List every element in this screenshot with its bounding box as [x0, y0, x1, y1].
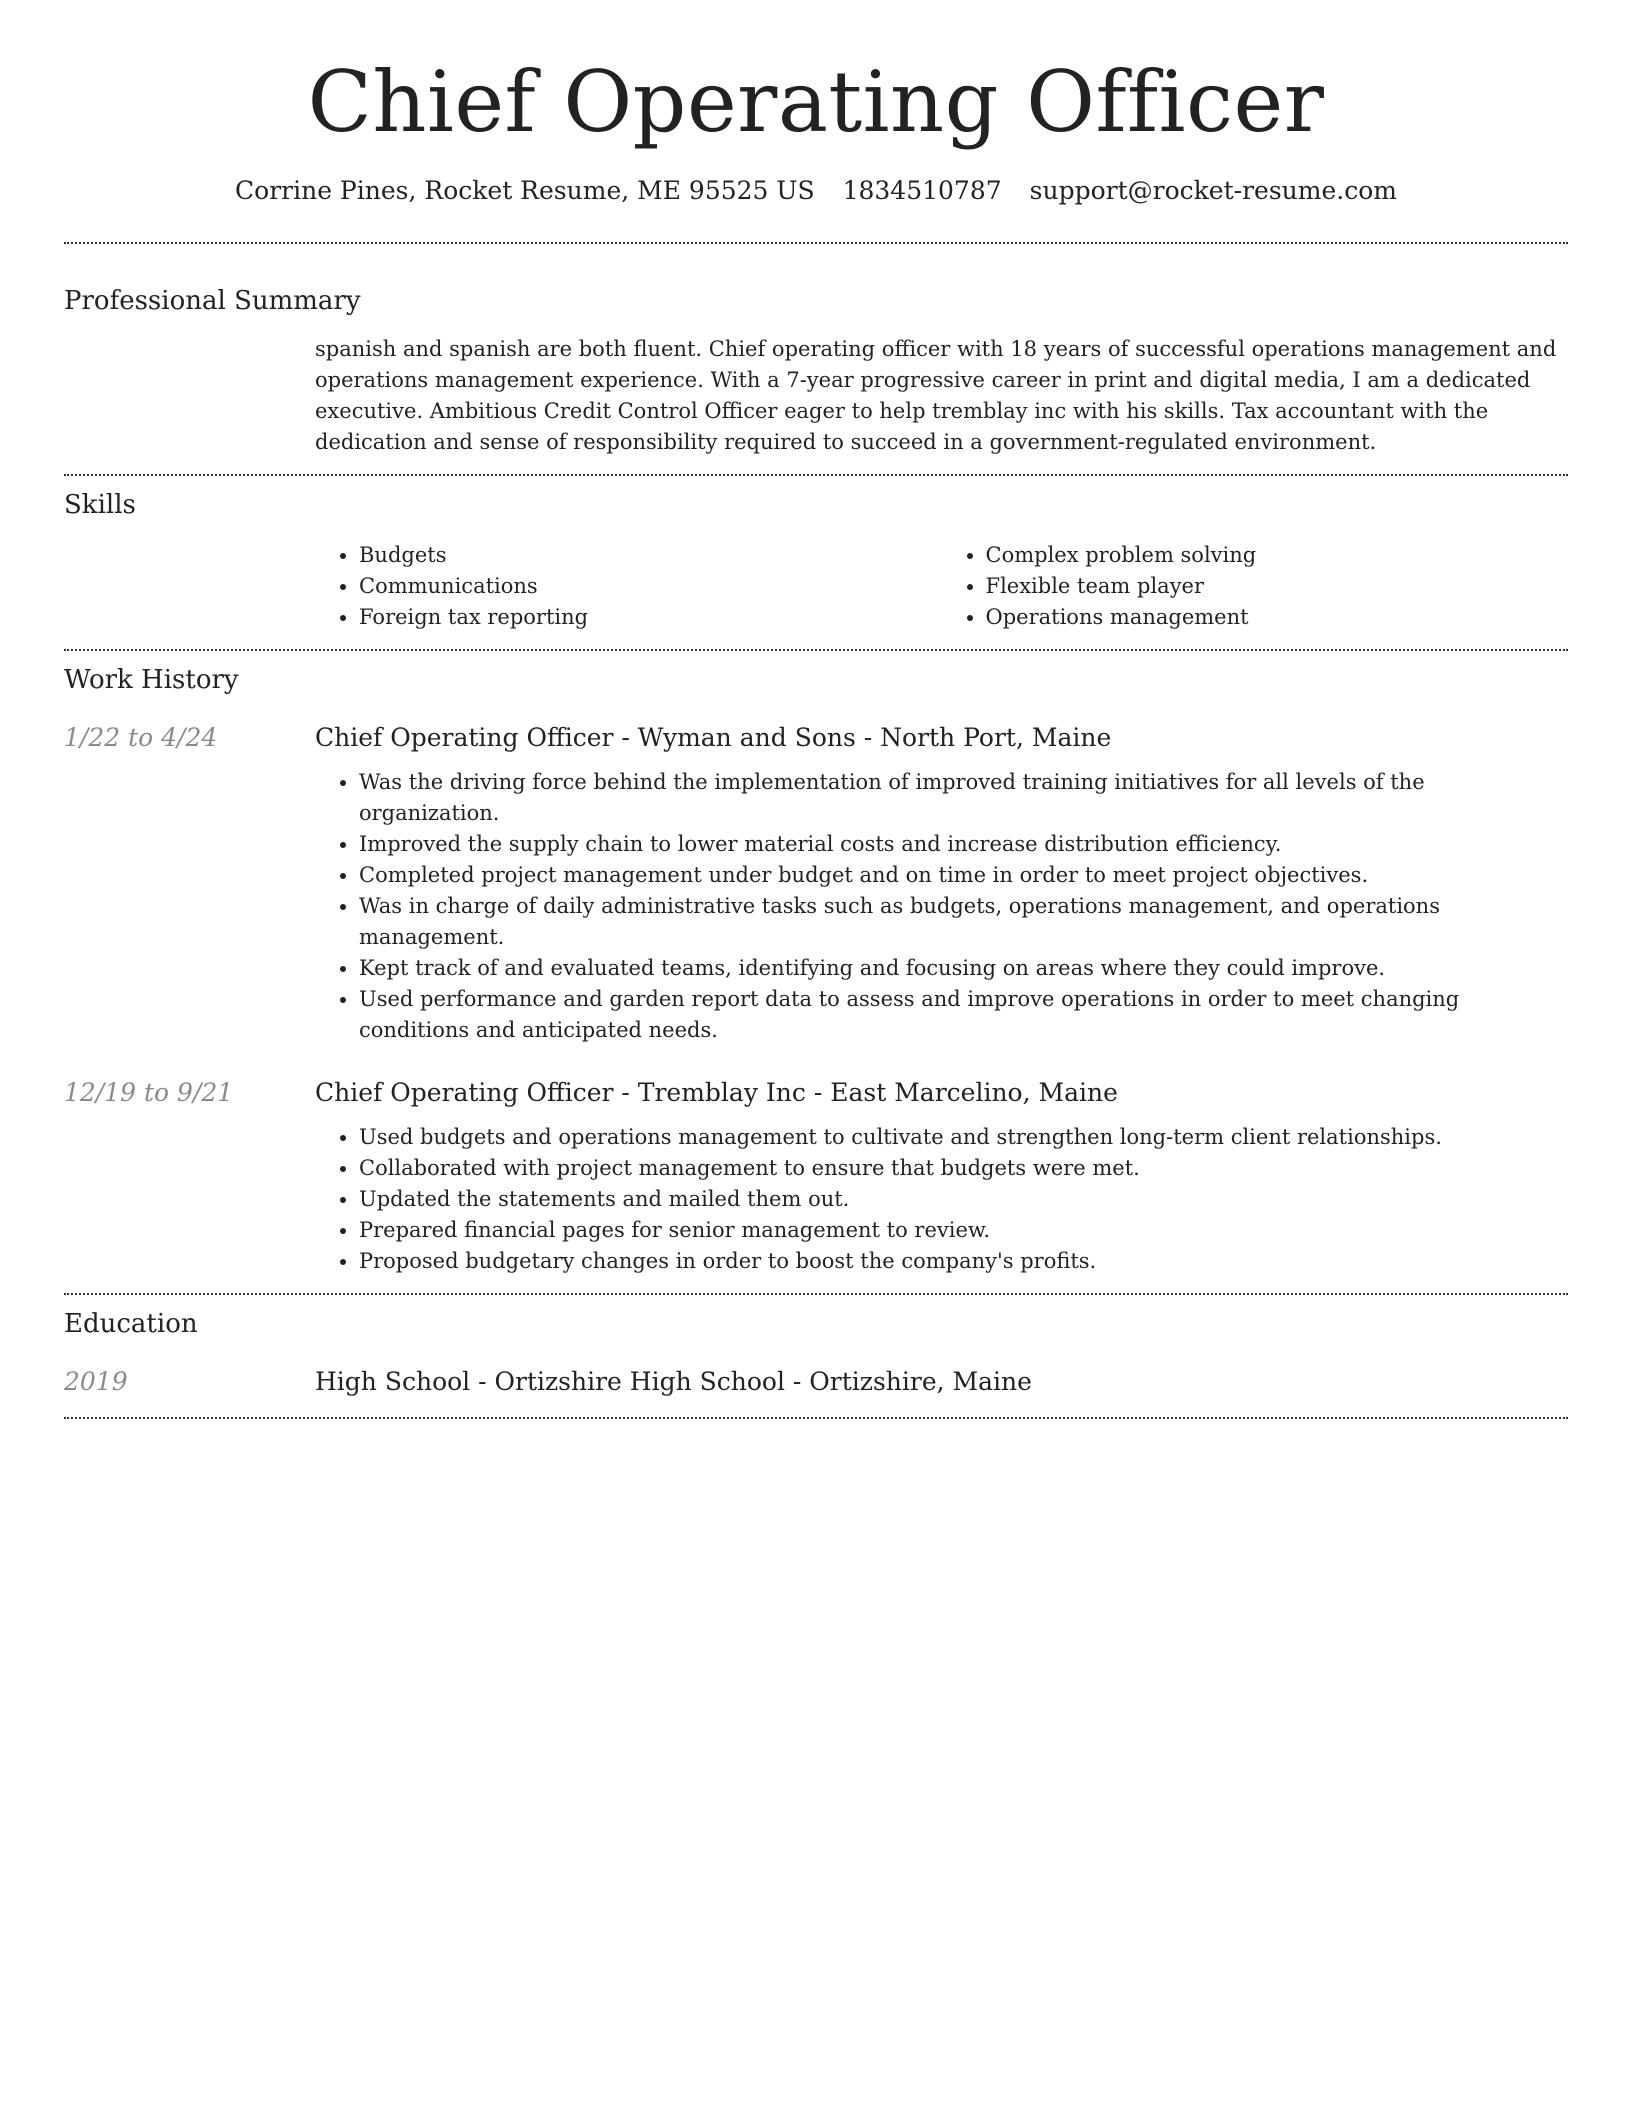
work-history-section — [64, 651, 1568, 1277]
list-item: • Operations management — [986, 602, 1569, 633]
list-item: • Proposed budgetary changes in order to boost the company's profits. — [359, 1246, 1568, 1277]
job-dates: 1/22 to 4/24 — [64, 723, 218, 752]
contact-email: support@rocket-resume.com — [1029, 176, 1397, 205]
summary-heading: Professional Summary — [64, 286, 361, 316]
list-item: • Used performance and garden report data to assess and improve operations in order to meet changing conditions and anticipated needs. — [359, 984, 1568, 1046]
education-section — [64, 1295, 1568, 1399]
education-heading: Education — [64, 1309, 198, 1339]
summary-text: spanish and spanish are both fluent. Chief operating officer with 18 years of successful operations management and operations management experience. With a 7-year progressive career in print and digital media, I am a dedicated executive. Ambitious Credit Control Officer eager to help tremblay inc with his skills. Tax accountant with the dedication and sense of responsibility required to succeed in a government-regulated environment. — [315, 337, 1557, 454]
contact-phone: 1834510787 — [842, 176, 1002, 205]
job-bullets — [315, 767, 1568, 1046]
list-item: • Was the driving force behind the implementation of improved training initiatives for all levels of the organization. — [359, 767, 1568, 829]
summary-section — [64, 244, 1568, 458]
job-entry — [64, 721, 1568, 1046]
education-entry — [64, 1365, 1568, 1399]
education-year: 2019 — [64, 1367, 128, 1396]
list-item: • Completed project management under budget and on time in order to meet project objectives. — [359, 860, 1568, 891]
list-item: • Flexible team player — [986, 571, 1569, 602]
work-history-heading: Work History — [64, 665, 239, 695]
job-entry — [64, 1076, 1568, 1277]
contact-line — [64, 174, 1568, 208]
job-title: Chief Operating Officer - Tremblay Inc - East Marcelino, Maine — [315, 1078, 1118, 1107]
list-item: • Kept track of and evaluated teams, identifying and focusing on areas where they could improve. — [359, 953, 1568, 984]
list-item: • Collaborated with project management to ensure that budgets were met. — [359, 1153, 1568, 1184]
list-item: • Complex problem solving — [986, 540, 1569, 571]
list-item: • Updated the statements and mailed them out. — [359, 1184, 1568, 1215]
list-item: • Communications — [359, 571, 942, 602]
education-title: High School - Ortizshire High School - Ortizshire, Maine — [315, 1367, 1032, 1396]
resume-header — [64, 0, 1568, 208]
list-item: • Used budgets and operations management to cultivate and strengthen long-term client relationships. — [359, 1122, 1568, 1153]
skills-section — [64, 476, 1568, 633]
job-bullets — [315, 1122, 1568, 1277]
list-item: • Improved the supply chain to lower material costs and increase distribution efficiency. — [359, 829, 1568, 860]
job-title: Chief Operating Officer - Wyman and Sons - North Port, Maine — [315, 723, 1112, 752]
section-divider — [64, 1417, 1568, 1419]
contact-address: Corrine Pines, Rocket Resume, ME 95525 US — [235, 176, 815, 205]
job-dates: 12/19 to 9/21 — [64, 1078, 234, 1107]
list-item: • Foreign tax reporting — [359, 602, 942, 633]
skills-list-left — [315, 540, 942, 633]
list-item: • Was in charge of daily administrative tasks such as budgets, operations management, and operations management. — [359, 891, 1568, 953]
skills-heading: Skills — [64, 490, 136, 520]
skills-list-right — [942, 540, 1569, 633]
list-item: • Budgets — [359, 540, 942, 571]
list-item: • Prepared financial pages for senior management to review. — [359, 1215, 1568, 1246]
resume-title: Chief Operating Officer — [307, 53, 1325, 151]
